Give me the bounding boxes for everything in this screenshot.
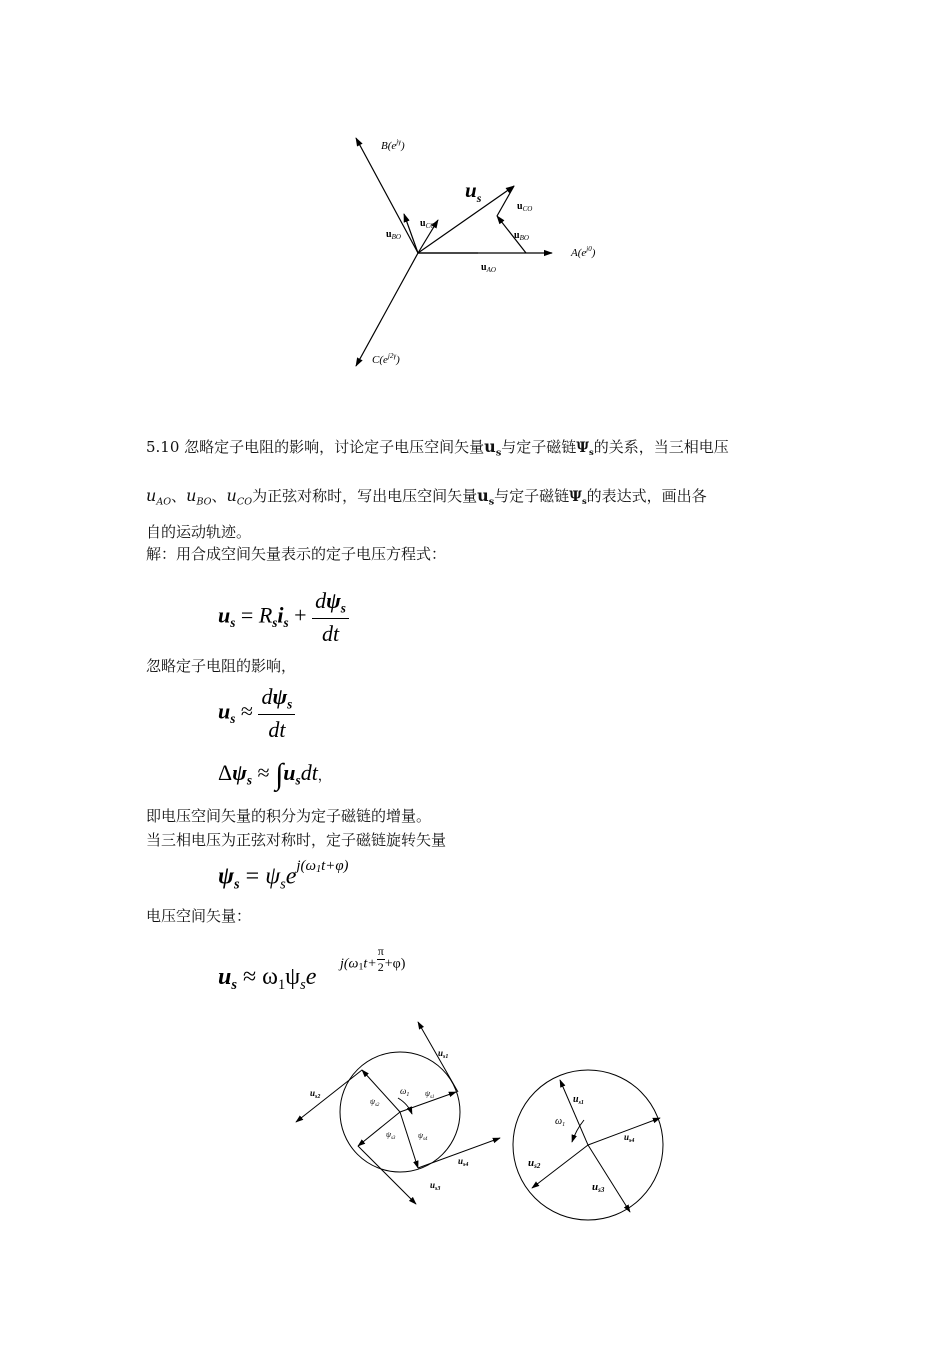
label-psi-s1: $\psi_{s1}$ [425,1089,435,1100]
psi-symbol: $\Psi_s$ [576,440,594,457]
problem-line-1 [146,437,729,463]
equation-flux-vector: $\psi_s = \psi_se^{j(\omega 1t+\varphi)}$ [218,858,349,893]
label-us2-left: $u_{s2}$ [310,1088,321,1100]
problem-line-2: $u_{AO}$、$u_{BO}$、$u_{CO}$为正弦对称时，写出电压空间矢量$u_s$与定子磁链$\Psi_s$的表达式，画出各 [146,486,707,508]
solution-intro: 解：用合成空间矢量表示的定子电压方程式： [146,545,447,563]
label-us: $u_s$ [465,178,482,205]
ignore-resistance-text: 忽略定子电阻的影响， [146,657,297,675]
label-a: $A(e^{j0})$ [571,245,596,259]
label-us2-right: us2 [528,1157,541,1170]
label-us1-right: $u_{s1}$ [573,1094,584,1106]
label-ubo-far: $u_{BO}$ [514,230,529,242]
equation-flux-increment: $\Delta\psi_s \approx \int u_sdt$， [218,758,331,791]
integral-note: 即电压空间矢量的积分为定子磁链的增量。 [146,807,432,825]
uco-symbol: $u_{CO}$ [226,486,253,508]
psi-s2-vector [362,1070,400,1112]
label-c: $C(e^{j2\gamma})$ [372,352,400,366]
label-us4-right: $u_{s4}$ [624,1132,635,1144]
label-uco-near: $u_{CO}$ [420,218,436,230]
label-us3-right: us3 [592,1181,605,1194]
psi-s4-vector [400,1112,418,1168]
equation-stator-voltage: $u_s = R_si_s$ + $\frac{d\psi_s}{dt}$ [218,588,349,647]
label-omega-left: $\omega_1$ [400,1086,410,1098]
sinusoidal-note: 当三相电压为正弦对称时，定子磁链旋转矢量 [146,831,447,849]
problem-text: 与定子磁链 [501,438,577,456]
problem-text: 为正弦对称时，写出电压空间矢量 [252,487,478,505]
label-uao: $u_{AO}$ [481,262,496,274]
problem-text: 与定子磁链 [494,487,570,505]
ubo-symbol: $u_{BO}$ [186,486,212,508]
problem-text: 5.10 忽略定子电阻的影响，讨论定子电压空间矢量 [146,438,485,456]
u-s1-vector [560,1080,588,1145]
vector-ubo [404,214,418,253]
u-s3-vector [588,1145,630,1212]
label-psi-s4: $\psi_{s4}$ [418,1131,428,1142]
axis-c [356,253,418,366]
u-s3-tangent [358,1146,416,1204]
us-symbol: $u_s$ [484,437,502,459]
problem-text: 的关系，当三相电压 [593,438,729,456]
label-psi-s2: $\psi_{s2}$ [370,1097,380,1108]
label-us4-left: $u_{s4}$ [458,1156,469,1168]
psi-symbol: $\Psi_s$ [569,489,587,506]
label-uco-far: $u_{CO}$ [517,201,533,213]
three-phase-vector-diagram [0,0,952,400]
problem-text: 的表达式，画出各 [586,487,707,505]
trajectory-diagram [0,1010,952,1240]
vector-uco-chain [497,186,514,216]
equation-voltage-approx: $u_s$ ≈ $\frac{d\psi_s}{dt}$ [218,684,295,743]
u-s2-vector [532,1145,588,1188]
label-omega-right: $\omega_1$ [555,1116,566,1128]
uao-symbol: $u_{AO}$ [146,486,172,508]
label-psi-s3: $\psi_{s3}$ [386,1130,396,1141]
label-us1-left: $u_{s1}$ [438,1048,449,1060]
us-symbol: $u_s$ [477,486,495,508]
label-us3-left: $u_{s3}$ [430,1180,441,1192]
u-s2-tangent [296,1070,362,1122]
label-ubo-near: $u_{BO}$ [386,229,401,241]
label-b: $B(e^{j\gamma})$ [381,138,405,152]
voltage-vector-label: 电压空间矢量： [146,907,252,925]
problem-line-3: 自的运动轨迹。 [146,523,252,541]
